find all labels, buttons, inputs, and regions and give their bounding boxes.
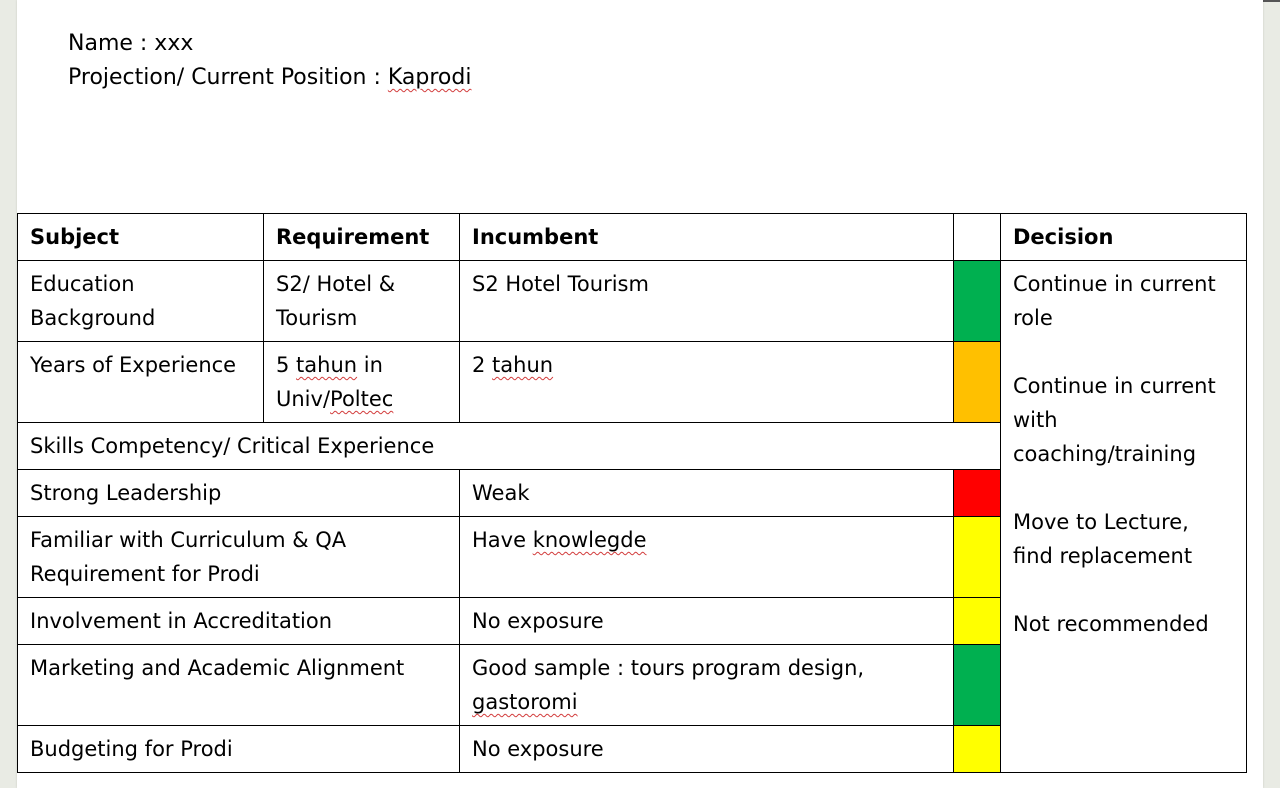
header-subject: Subject	[18, 214, 264, 261]
subject-cell: Years of Experience	[18, 342, 264, 423]
status-swatch	[954, 470, 1001, 517]
incumbent-cell: S2 Hotel Tourism	[460, 261, 954, 342]
document-header	[68, 27, 471, 95]
header-incumbent: Incumbent	[460, 214, 954, 261]
header-decision: Decision	[1001, 214, 1247, 261]
decision-option-4: Not recommended	[1013, 612, 1209, 636]
status-swatch	[954, 517, 1001, 598]
requirement-cell: 5 tahun in Univ/Poltec	[264, 342, 460, 423]
position-label: Projection/ Current Position :	[68, 65, 388, 90]
document-page	[17, 0, 1263, 788]
decision-option-2: Continue in current with coaching/training	[1013, 374, 1216, 466]
decision-option-1: Continue in current role	[1013, 272, 1216, 330]
incumbent-cell: No exposure	[460, 726, 954, 773]
incumbent-cell: No exposure	[460, 598, 954, 645]
status-swatch	[954, 342, 1001, 423]
decision-option-3: Move to Lecture, find replacement	[1013, 510, 1193, 568]
table-row	[18, 261, 1247, 342]
status-swatch	[954, 261, 1001, 342]
position-value: Kaprodi	[387, 65, 472, 90]
subject-cell: Familiar with Curriculum & QA Requirement for Prodi	[18, 517, 460, 598]
name-line: Name : xxx	[68, 31, 194, 56]
status-swatch	[954, 726, 1001, 773]
subject-cell: Involvement in Accreditation	[18, 598, 460, 645]
incumbent-cell: Good sample : tours program design, gastoromi	[460, 645, 954, 726]
subject-cell: Marketing and Academic Alignment	[18, 645, 460, 726]
subject-cell: Strong Leadership	[18, 470, 460, 517]
decision-legend	[1001, 261, 1247, 773]
position-line	[68, 61, 471, 95]
subject-cell: Education Background	[18, 261, 264, 342]
requirement-cell: S2/ Hotel & Tourism	[264, 261, 460, 342]
header-requirement: Requirement	[264, 214, 460, 261]
status-swatch	[954, 645, 1001, 726]
header-status	[954, 214, 1001, 261]
incumbent-cell: 2 tahun	[460, 342, 954, 423]
assessment-table	[17, 213, 1247, 773]
status-swatch	[954, 598, 1001, 645]
incumbent-cell: Weak	[460, 470, 954, 517]
table-header-row	[18, 214, 1247, 261]
incumbent-cell: Have knowlegde	[460, 517, 954, 598]
subject-cell: Budgeting for Prodi	[18, 726, 460, 773]
section-label: Skills Competency/ Critical Experience	[18, 423, 1001, 470]
